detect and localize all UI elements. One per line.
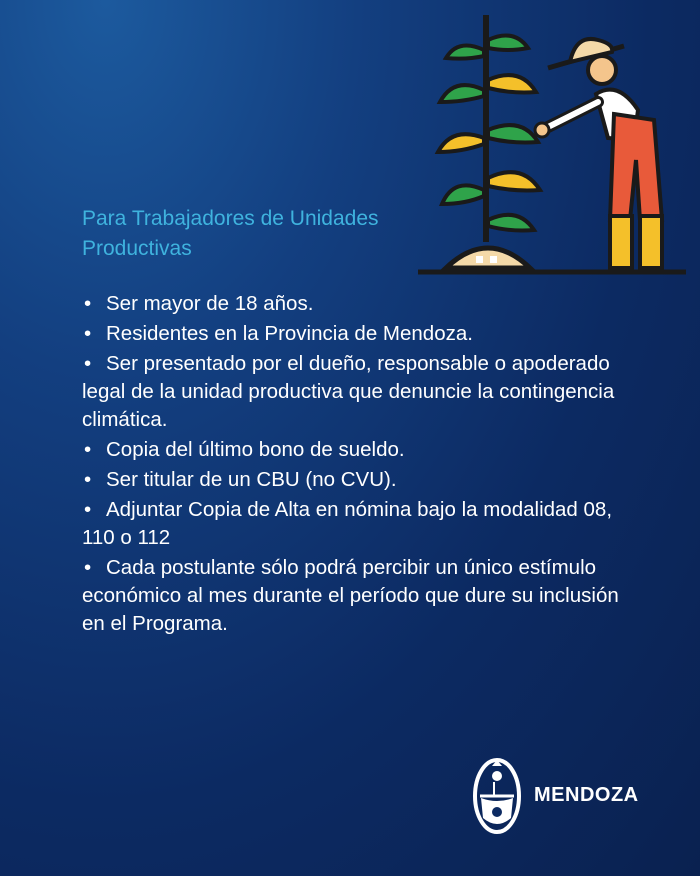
- list-item: • Copia del último bono de sueldo.: [84, 438, 405, 461]
- requirements-list: [82, 290, 642, 640]
- mendoza-coat-of-arms-icon: [470, 752, 524, 838]
- list-item: • Cada postulante sólo podrá percibir un único estímulo económico al mes durante el período que dure su inclusión en el Programa.: [82, 556, 619, 635]
- list-item: • Ser mayor de 18 años.: [84, 292, 314, 315]
- brand-logo: [470, 752, 660, 842]
- list-item: • Ser presentado por el dueño, responsable o apoderado legal de la unidad productiva que denuncie la contingencia climática.: [82, 352, 615, 431]
- brand-name: MENDOZA: [534, 784, 639, 806]
- list-item: • Ser titular de un CBU (no CVU).: [84, 468, 397, 491]
- page-title: Para Trabajadores de Unidades Productivas: [82, 207, 379, 260]
- list-item: • Residentes en la Provincia de Mendoza.: [84, 322, 473, 345]
- farmer-harvesting-corn-icon: [418, 10, 686, 280]
- list-item: • Adjuntar Copia de Alta en nómina bajo la modalidad 08, 110 o 112: [82, 498, 613, 549]
